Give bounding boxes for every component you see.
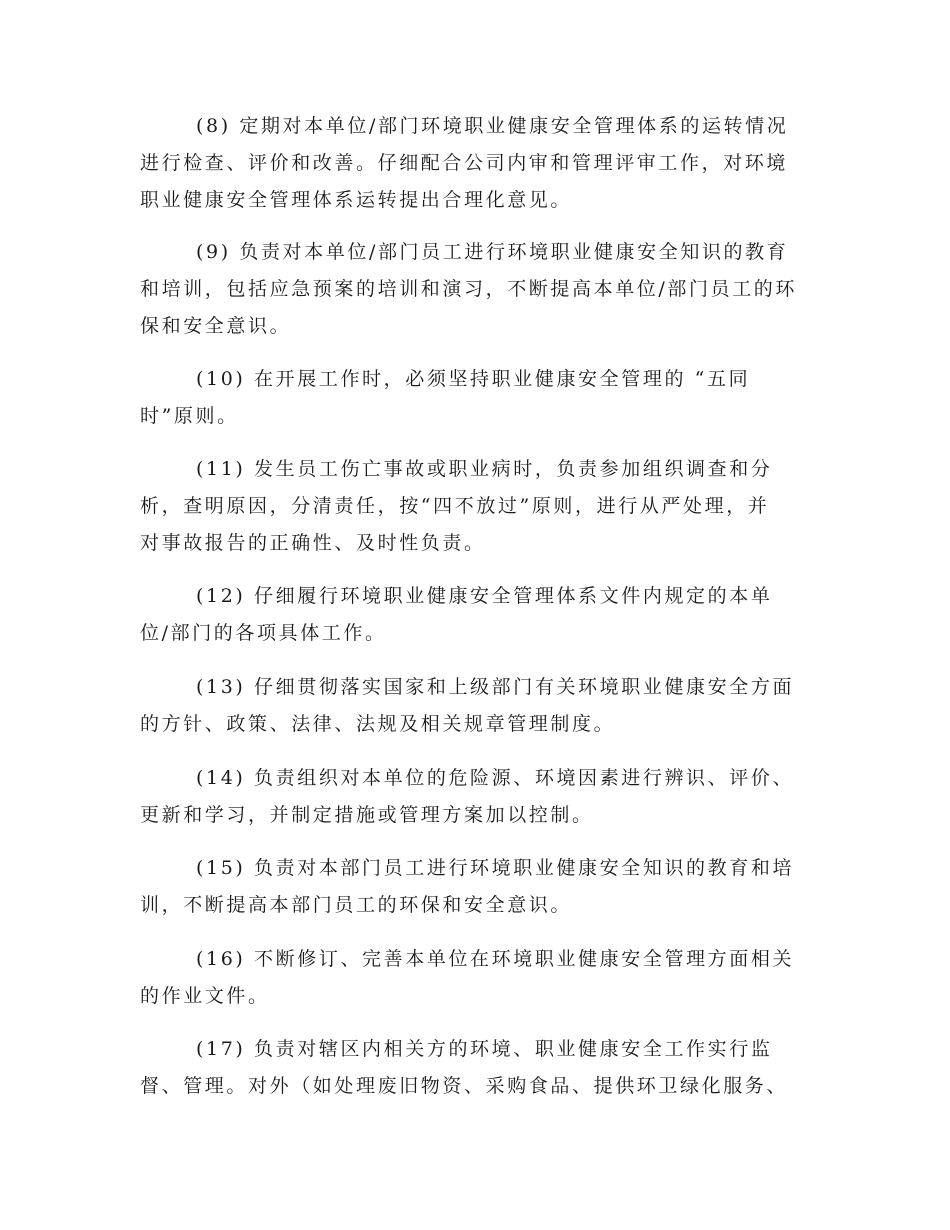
paragraph-line: (17) 负责对辖区内相关方的环境、职业健康安全工作实行监 bbox=[196, 1038, 773, 1060]
paragraph-line: (14) 负责组织对本单位的危险源、环境因素进行辨识、评价、 bbox=[196, 767, 795, 789]
paragraph-item-11 bbox=[140, 451, 820, 562]
paragraph-line: 训，不断提高本部门员工的环保和安全意识。 bbox=[140, 894, 573, 916]
paragraph-line: (9) 负责对本单位/部门员工进行环境职业健康安全知识的教育 bbox=[196, 241, 789, 263]
paragraph-item-13 bbox=[140, 669, 820, 743]
paragraph-item-17 bbox=[140, 1031, 820, 1105]
paragraph-item-8 bbox=[140, 108, 820, 219]
paragraph-line: (11) 发生员工伤亡事故或职业病时，负责参加组织调查和分 bbox=[196, 458, 773, 480]
paragraph-line: 对事故报告的正确性、及时性负责。 bbox=[140, 532, 486, 554]
paragraph-line: 析，查明原因，分清责任，按“四不放过”原则，进行从严处理，并 bbox=[140, 495, 770, 517]
paragraph-item-15 bbox=[140, 850, 820, 924]
paragraph-line: (10) 在开展工作时，必须坚持职业健康安全管理的 “五同 bbox=[196, 368, 751, 390]
paragraph-line: (8) 定期对本单位/部门环境职业健康安全管理体系的运转情况 bbox=[196, 115, 789, 137]
paragraph-item-9 bbox=[140, 234, 820, 345]
paragraph-line: 更新和学习，并制定措施或管理方案加以控制。 bbox=[140, 804, 594, 826]
paragraph-item-12 bbox=[140, 578, 820, 652]
paragraph-item-16 bbox=[140, 941, 820, 1015]
paragraph-line: 位/部门的各项具体工作。 bbox=[140, 622, 387, 644]
paragraph-line: (16) 不断修订、完善本单位在环境职业健康安全管理方面相关 bbox=[196, 948, 795, 970]
paragraph-line: (15) 负责对本部门员工进行环境职业健康安全知识的教育和培 bbox=[196, 857, 795, 879]
paragraph-line: 时”原则。 bbox=[140, 405, 239, 427]
paragraph-line: (13) 仔细贯彻落实国家和上级部门有关环境职业健康安全方面 bbox=[196, 676, 795, 698]
paragraph-line: 的作业文件。 bbox=[140, 985, 270, 1007]
paragraph-line: 保和安全意识。 bbox=[140, 315, 292, 337]
paragraph-item-14 bbox=[140, 760, 820, 834]
paragraph-item-10 bbox=[140, 361, 820, 435]
paragraph-line: 督、管理。对外（如处理废旧物资、采购食品、提供环卫绿化服务、 bbox=[140, 1075, 789, 1097]
paragraph-line: (12) 仔细履行环境职业健康安全管理体系文件内规定的本单 bbox=[196, 585, 773, 607]
paragraph-line: 和培训，包括应急预案的培训和演习，不断提高本单位/部门员工的环 bbox=[140, 278, 798, 300]
paragraph-line: 进行检查、评价和改善。仔细配合公司内审和管理评审工作，对环境 bbox=[140, 152, 789, 174]
paragraph-line: 的方针、政策、法律、法规及相关规章管理制度。 bbox=[140, 713, 616, 735]
paragraph-line: 职业健康安全管理体系运转提出合理化意见。 bbox=[140, 189, 573, 211]
